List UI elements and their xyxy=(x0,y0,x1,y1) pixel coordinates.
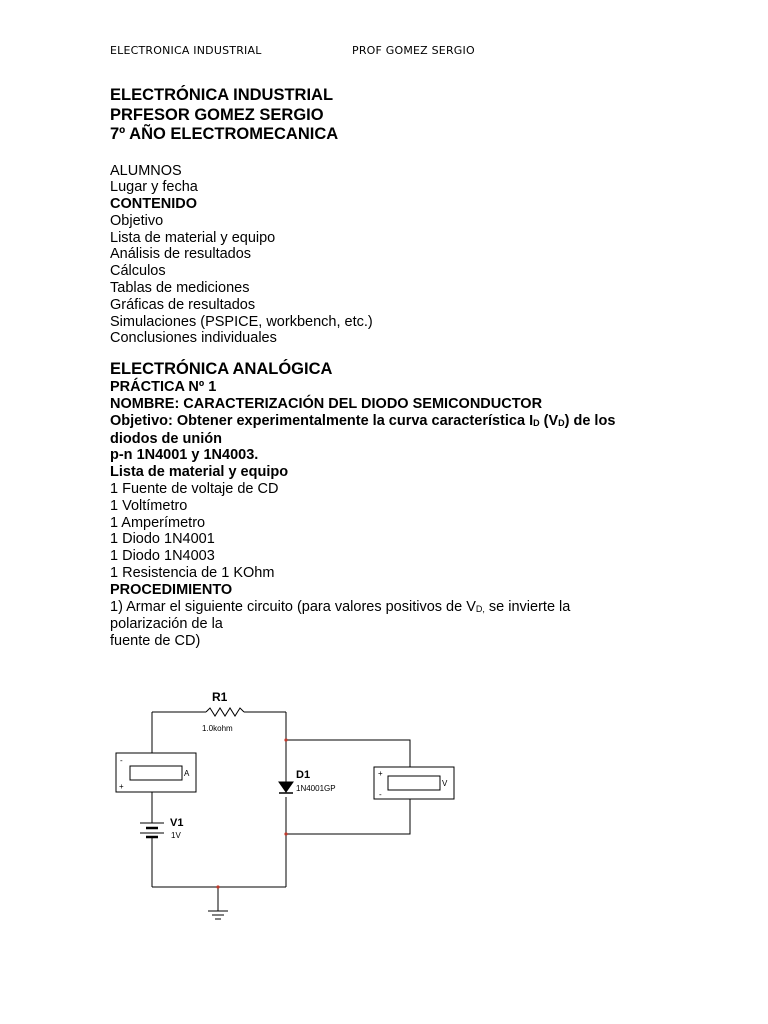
contenido-item: Cálculos xyxy=(110,263,166,280)
alumnos: ALUMNOS xyxy=(110,162,182,179)
node-ground xyxy=(216,885,219,888)
document-body xyxy=(110,86,670,650)
objetivo-line-2: diodos de unión xyxy=(110,430,222,447)
ammeter-unit: A xyxy=(184,769,190,778)
r1-value: 1.0kohm xyxy=(202,724,233,733)
contenido-item: Gráficas de resultados xyxy=(110,296,256,313)
d1-value: 1N4001GP xyxy=(296,784,336,793)
v1-value: 1V xyxy=(171,831,181,840)
contenido-item: Conclusiones individuales xyxy=(110,330,277,347)
lista-item: 1 Diodo 1N4003 xyxy=(110,548,215,565)
voltmeter-wire-bottom xyxy=(286,799,410,834)
lista-item: 1 Resistencia de 1 KOhm xyxy=(110,565,275,582)
header-right: PROF GOMEZ SERGIO xyxy=(352,44,475,57)
lista-item: 1 Voltímetro xyxy=(110,497,188,514)
lugar-fecha: Lugar y fecha xyxy=(110,179,198,196)
diode-triangle xyxy=(279,782,293,792)
objetivo: Objetivo: Obtener experimentalmente la curva característica $I_D$ $(V_D)$ de los xyxy=(110,412,616,429)
title-line-1: ELECTRÓNICA INDUSTRIAL xyxy=(110,86,334,104)
procedimiento-line-2: polarización de la xyxy=(110,616,223,633)
lista-item: 1 Amperímetro xyxy=(110,514,206,531)
voltmeter-unit: V xyxy=(442,779,448,788)
practica-name: NOMBRE: CARACTERIZACIÓN DEL DIODO SEMICONDUCTOR xyxy=(110,396,543,413)
lista-heading: Lista de material y equipo xyxy=(110,464,289,481)
lista-item: 1 Fuente de voltaje de CD xyxy=(110,481,279,498)
title-line-3: 7º AÑO ELECTROMECANICA xyxy=(110,125,339,143)
circuit-diagram xyxy=(110,685,470,925)
contenido-item: Análisis de resultados xyxy=(110,246,252,263)
d1-label: D1 xyxy=(296,769,311,781)
contenido-item: Objetivo xyxy=(110,212,164,229)
objetivo-line-3: p-n 1N4001 y 1N4003. xyxy=(110,447,259,464)
circuit-svg xyxy=(110,685,470,925)
voltmeter-display xyxy=(388,776,440,790)
contenido-item: Simulaciones (PSPICE, workbench, etc.) xyxy=(110,313,373,330)
header-left: ELECTRONICA INDUSTRIAL xyxy=(110,44,262,57)
node-bottom xyxy=(284,832,287,835)
procedimiento-line-3: fuente de CD) xyxy=(110,633,201,650)
procedimiento-heading: PROCEDIMIENTO xyxy=(110,581,233,598)
voltmeter-plus: + xyxy=(378,769,383,778)
node-top xyxy=(284,738,287,741)
voltmeter-wire-top xyxy=(286,740,410,767)
contenido-heading: CONTENIDO xyxy=(110,196,197,213)
resistor-zigzag xyxy=(206,708,244,716)
section-heading: ELECTRÓNICA ANALÓGICA xyxy=(110,360,333,379)
lista-item: 1 Diodo 1N4001 xyxy=(110,531,215,548)
ammeter-plus: + xyxy=(119,782,124,791)
page-header xyxy=(110,44,670,60)
contenido-item: Tablas de mediciones xyxy=(110,280,250,297)
contenido-item: Lista de material y equipo xyxy=(110,229,276,246)
voltmeter-minus: - xyxy=(379,790,382,799)
title-line-2: PRFESOR GOMEZ SERGIO xyxy=(110,105,324,124)
v1-label: V1 xyxy=(170,817,184,829)
practica-number: PRÁCTICA Nº 1 xyxy=(110,379,217,396)
ammeter-display xyxy=(130,766,182,780)
ammeter-minus: - xyxy=(120,756,123,765)
procedimiento-step: 1) Armar el siguiente circuito (para valores positivos de $V_{D,}$ se invierte la xyxy=(110,598,571,615)
r1-label: R1 xyxy=(212,690,228,704)
